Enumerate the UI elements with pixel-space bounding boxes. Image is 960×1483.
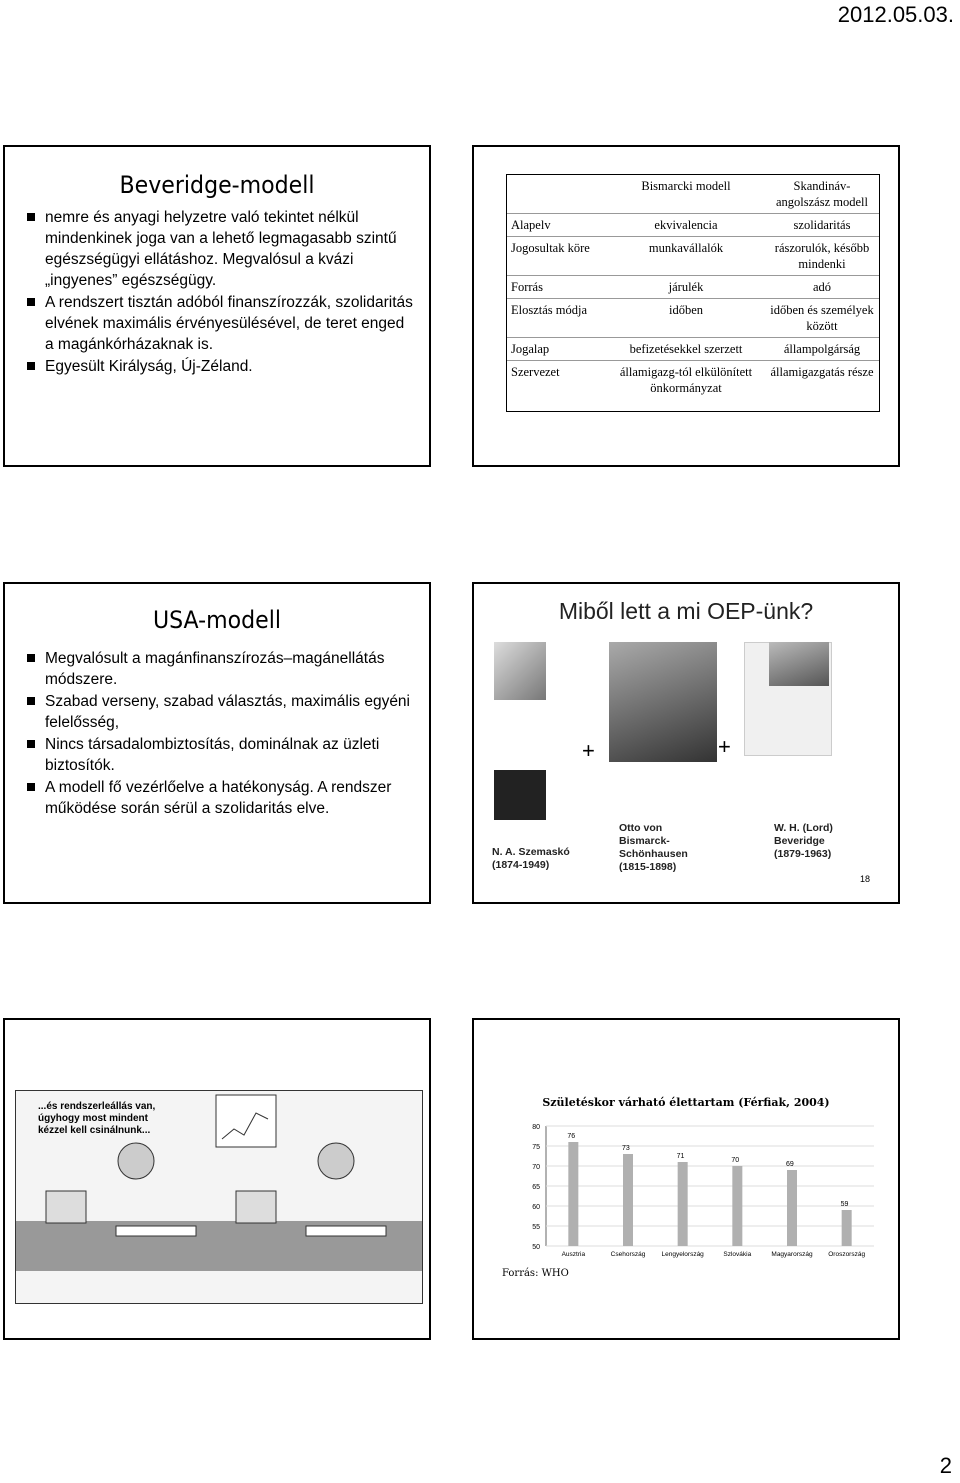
table-header-row [507,175,879,214]
data-label: 76 [567,1133,576,1140]
slide-usa-model [3,582,431,904]
chart-title: Születéskor várható élettartam (Férfiak, 2004) [542,1096,830,1109]
table-cell: befizetésekkel szerzett [607,338,765,361]
table-cell: ekvivalencia [607,214,765,237]
table-header-cell [507,175,607,214]
slide-cartoon [3,1018,431,1340]
bar-chart [474,1020,898,1338]
category-label: Lengyelország [661,1251,704,1258]
cartoon-drawing [16,1091,422,1303]
data-label: 73 [622,1145,630,1152]
bullet-item: nemre és anyagi helyzetre való tekintet nélkül mindenkinek joga van a lehető legmagasabb szintű egészségügyi ellátáshoz. Megvalósul a kvázi „ingyenes” egészségügy. [25,207,415,291]
data-label: 70 [731,1157,740,1164]
bullet-square-icon [27,298,35,306]
data-label: 69 [786,1161,794,1168]
table-cell: Szervezet [507,361,607,412]
bar [787,1170,797,1246]
caption-bismarck: Otto von Bismarck-Schönhausen (1815-1898) [619,822,688,873]
bullet-item: A rendszert tisztán adóból finanszírozzák, szolidaritás elvének maximális érvényesülésével, de teret enged a magánkórházaknak is. [25,292,415,355]
table-cell: Jogosultak köre [507,237,607,276]
category-label: Csehország [610,1251,646,1258]
table-row [507,299,879,338]
caption-beveridge: W. H. (Lord) Beveridge (1879-1963) [774,822,833,860]
table-cell: Elosztás módja [507,299,607,338]
bullet-item: A modell fő vezérlőelve a hatékonyság. A rendszer működése során sérül a szolidaritás elve. [25,777,415,819]
bullet-list [5,648,429,819]
bullet-item: Megvalósult a magánfinanszírozás–magánellátás módszere. [25,648,415,690]
header-date: 2012.05.03. [837,2,954,27]
data-label: 71 [676,1153,685,1160]
table-cell: állampolgárság [765,338,879,361]
bullet-item: Egyesült Királyság, Új-Zéland. [25,356,415,377]
slide-oep-origin [472,582,900,904]
page-number: 2 [939,1453,952,1478]
cartoon-illustration [15,1090,423,1304]
portrait-photo-szemasko [494,642,546,700]
book-cover-image [494,770,546,820]
bullet-square-icon [27,654,35,662]
bar [568,1142,578,1246]
category-label: Szlovákia [723,1251,752,1258]
table-cell: Forrás [507,276,607,299]
caption-szemasko: N. A. Szemaskó (1874-1949) [492,846,570,871]
slide-beveridge [3,145,431,467]
bullet-square-icon [27,213,35,221]
category-label: Ausztria [561,1251,586,1258]
y-tick-label: 50 [532,1244,540,1251]
portrait-photo-beveridge [769,642,829,686]
y-tick-label: 60 [532,1204,540,1211]
y-tick-label: 65 [532,1184,540,1191]
chart-source: Forrás: WHO [502,1268,569,1279]
table-row [507,338,879,361]
category-label: Magyarország [771,1251,813,1258]
bullet-square-icon [27,362,35,370]
y-tick-label: 75 [532,1144,540,1151]
slide-life-expectancy-chart [472,1018,900,1340]
y-tick-label: 70 [532,1164,540,1171]
table-row [507,237,879,276]
plus-sign: + [582,738,595,763]
table-row [507,276,879,299]
table-cell: Alapelv [507,214,607,237]
slide-comparison-table [472,145,900,467]
table-cell: időben és személyek között [765,299,879,338]
data-label: 59 [840,1201,849,1208]
slide-title: USA-modell [152,606,282,634]
table-cell: szolidaritás [765,214,879,237]
slide-title: Miből lett a mi OEP-ünk? [558,598,814,624]
comparison-table [507,175,879,411]
table-row [507,361,879,412]
slide-number: 18 [859,874,870,884]
bullet-item: Szabad verseny, szabad választás, maximális egyéni felelősség, [25,691,415,733]
y-tick-label: 55 [532,1224,540,1231]
y-tick-label: 80 [532,1124,540,1131]
table-header-cell: Skandináv-angolszász modell [776,179,868,209]
table-cell: Jogalap [507,338,607,361]
table-row [507,214,879,237]
table-cell: munkavállalók [607,237,765,276]
table-cell: adó [765,276,879,299]
bullet-list [5,207,429,377]
bar [623,1154,633,1246]
category-label: Oroszország [828,1251,866,1258]
portrait-photo-bismarck [609,642,717,762]
table-cell: járulék [607,276,765,299]
speech-bubble: ...és rendszerleállás van, úgyhogy most mindent kézzel kell csinálnunk... [38,1101,156,1136]
plus-sign: + [718,734,731,759]
bar [678,1162,688,1246]
bar [842,1210,852,1246]
table-cell: időben [607,299,765,338]
bullet-square-icon [27,783,35,791]
slide-title: Beveridge-modell [119,171,315,199]
bullet-square-icon [27,697,35,705]
table-header-cell: Bismarcki modell [641,179,731,193]
bullet-square-icon [27,740,35,748]
bullet-item: Nincs társadalombiztosítás, dominálnak az üzleti biztosítók. [25,734,415,776]
table-cell: államigazg-tól elkülönített önkormányzat [607,361,765,412]
bar [732,1166,742,1246]
table-cell: rászorulók, később mindenki [765,237,879,276]
table-cell: államigazgatás része [765,361,879,412]
